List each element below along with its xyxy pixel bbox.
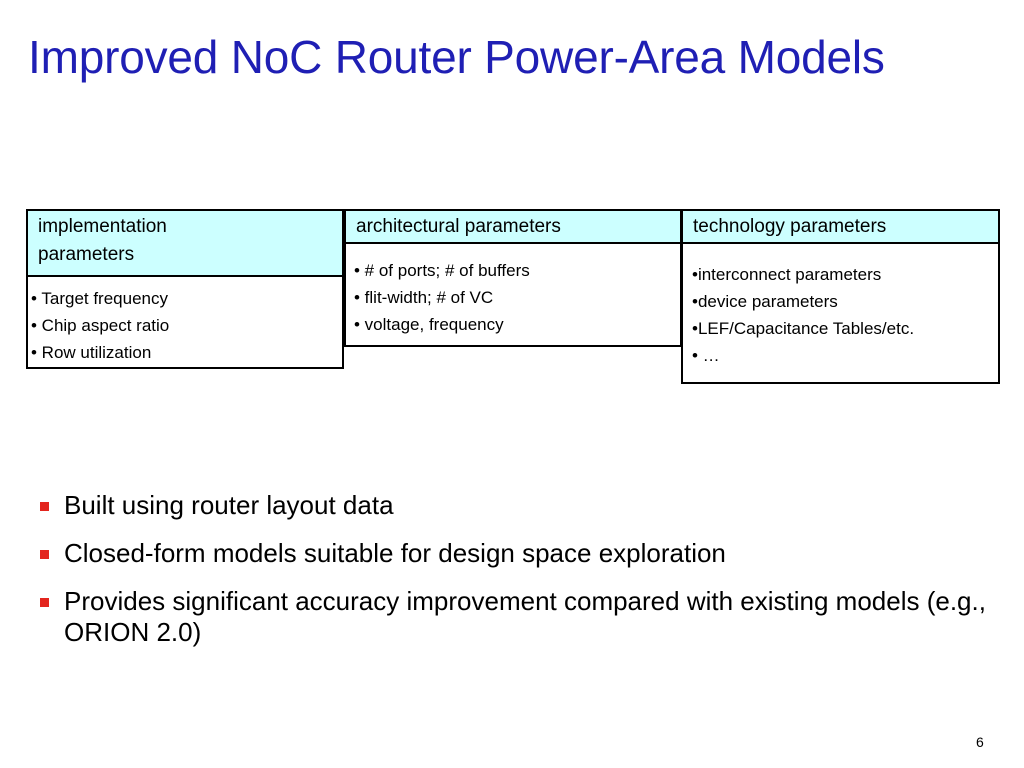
architectural-parameters-header: [344, 209, 682, 244]
bullet-item: [40, 586, 1000, 648]
technology-parameters-header: [681, 209, 1000, 244]
list-item: • …: [692, 346, 720, 365]
implementation-header-line2: parameters: [38, 244, 135, 265]
list-item: • Target frequency: [31, 289, 168, 308]
list-item: •device parameters: [692, 292, 838, 311]
list-item: • voltage, frequency: [354, 315, 504, 334]
square-bullet-icon: [40, 550, 49, 559]
bullet-item: [40, 538, 1000, 569]
architectural-header-label: architectural parameters: [356, 216, 561, 237]
square-bullet-icon: [40, 598, 49, 607]
page-number: 6: [976, 734, 984, 750]
implementation-parameters-list: [31, 285, 342, 366]
list-item: •LEF/Capacitance Tables/etc.: [692, 319, 915, 338]
technology-header-label: technology parameters: [693, 216, 887, 237]
implementation-parameters-list-box: [26, 275, 344, 369]
bullet-text: Closed-form models suitable for design space exploration: [64, 538, 726, 568]
bullet-text: Provides significant accuracy improvement compared with existing models (e.g., ORION 2.0): [64, 586, 986, 647]
slide-title: Improved NoC Router Power-Area Models: [28, 31, 885, 83]
technology-parameters-list-box: [681, 242, 1000, 384]
list-item: •interconnect parameters: [692, 265, 882, 284]
implementation-header-line1: implementation: [38, 216, 167, 237]
list-item: • Row utilization: [31, 343, 152, 362]
architectural-parameters-list-box: [344, 242, 682, 347]
summary-bullet-list: [40, 490, 1000, 665]
list-item: • # of ports; # of buffers: [354, 261, 530, 280]
bullet-item: [40, 490, 1000, 521]
bullet-text: Built using router layout data: [64, 490, 394, 520]
list-item: • flit-width; # of VC: [354, 288, 494, 307]
architectural-parameters-list: [354, 257, 680, 338]
implementation-parameters-header: [26, 209, 344, 277]
technology-parameters-list: [692, 261, 998, 369]
list-item: • Chip aspect ratio: [31, 316, 170, 335]
square-bullet-icon: [40, 502, 49, 511]
